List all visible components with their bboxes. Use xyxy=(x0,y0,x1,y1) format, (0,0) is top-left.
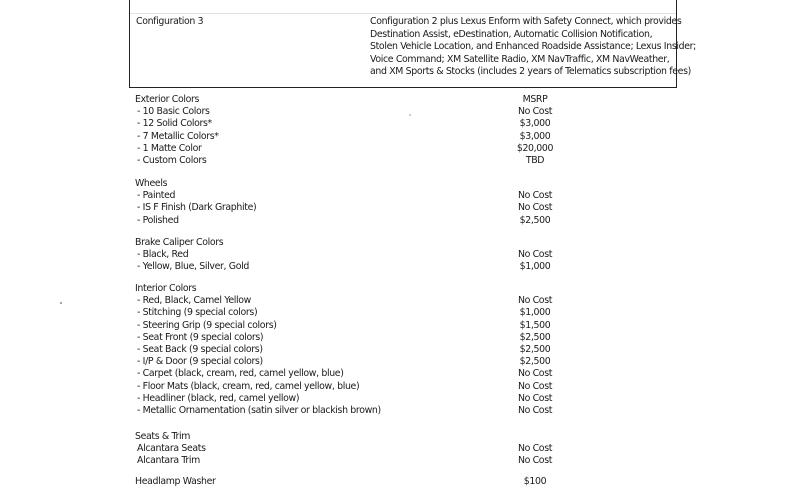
list-item xyxy=(135,106,565,118)
section-title: Exterior Colors xyxy=(135,94,200,105)
item-price: No Cost xyxy=(517,295,553,307)
msrp-header: MSRP xyxy=(522,94,548,105)
section-interior-colors xyxy=(135,283,565,417)
list-item xyxy=(135,202,565,214)
item-label: - IS F Finish (Dark Graphite) xyxy=(137,202,257,214)
item-label: - Polished xyxy=(137,214,179,226)
item-label: - Seat Front (9 special colors) xyxy=(137,331,264,343)
section-title: Seats & Trim xyxy=(135,431,191,442)
section-title: Wheels xyxy=(135,178,168,189)
item-label: - Custom Colors xyxy=(137,154,207,166)
section-wheels xyxy=(135,178,565,227)
section-title: Brake Caliper Colors xyxy=(135,237,224,248)
item-label: - I/P & Door (9 special colors) xyxy=(137,356,263,368)
list-item xyxy=(135,307,565,319)
list-item xyxy=(135,443,565,455)
item-price: $1,000 xyxy=(519,261,551,273)
item-price: No Cost xyxy=(517,106,553,118)
section-seats-trim xyxy=(135,431,565,468)
item-price: $2,500 xyxy=(519,214,551,226)
list-item xyxy=(135,356,565,368)
list-item xyxy=(135,249,565,261)
item-price: $2,500 xyxy=(519,343,551,355)
list-item xyxy=(135,118,565,130)
table-divider xyxy=(130,13,676,14)
list-item xyxy=(135,155,565,167)
item-label: - 1 Matte Color xyxy=(137,142,202,154)
item-price: No Cost xyxy=(517,249,553,261)
item-label: - Carpet (black, cream, red, camel yellow, blue) xyxy=(137,368,344,380)
list-item xyxy=(135,143,565,155)
item-price: No Cost xyxy=(517,443,553,455)
item-price: TBD xyxy=(525,154,545,166)
list-item xyxy=(135,405,565,417)
item-label: - 10 Basic Colors xyxy=(137,106,210,118)
item-price: No Cost xyxy=(517,455,553,467)
item-label: - Seat Back (9 special colors) xyxy=(137,343,263,355)
section-header xyxy=(135,431,565,443)
configuration-description xyxy=(370,16,696,79)
item-label: - Black, Red xyxy=(137,249,189,261)
item-label: - Yellow, Blue, Silver, Gold xyxy=(137,261,249,273)
item-price: No Cost xyxy=(517,392,553,404)
description-line: Destination Assist, eDestination, Automatic Collision Notification, xyxy=(370,28,653,40)
item-label: Alcantara Seats xyxy=(137,443,206,455)
item-label: - Metallic Ornamentation (satin silver or blackish brown) xyxy=(137,404,381,416)
item-price: $2,500 xyxy=(519,331,551,343)
configuration-name: Configuration 3 xyxy=(136,16,204,27)
item-label: Alcantara Trim xyxy=(137,455,200,467)
item-price: $100 xyxy=(523,476,547,487)
description-line: Voice Command; XM Satellite Radio, XM NavTraffic, XM NavWeather, xyxy=(370,53,670,65)
list-item xyxy=(135,368,565,380)
list-item xyxy=(135,215,565,227)
list-item xyxy=(135,261,565,273)
item-price: $20,000 xyxy=(516,142,554,154)
description-line: Stolen Vehicle Location, and Enhanced Roadside Assistance; Lexus Insider; xyxy=(370,41,696,53)
item-label: - Stitching (9 special colors) xyxy=(137,307,258,319)
section-title: Headlamp Washer xyxy=(135,476,216,487)
item-label: - Floor Mats (black, cream, red, camel yellow, blue) xyxy=(137,380,360,392)
section-title: Interior Colors xyxy=(135,283,197,294)
list-item xyxy=(135,344,565,356)
section-headlamp-washer xyxy=(135,476,565,488)
item-label: - Headliner (black, red, camel yellow) xyxy=(137,392,300,404)
list-item xyxy=(135,131,565,143)
section-header xyxy=(135,476,565,488)
list-item xyxy=(135,455,565,467)
description-line: Configuration 2 plus Lexus Enform with Safety Connect, which provides xyxy=(370,16,682,27)
item-price: No Cost xyxy=(517,202,553,214)
list-item xyxy=(135,320,565,332)
item-label: - 7 Metallic Colors* xyxy=(137,130,219,142)
configuration-table xyxy=(129,0,696,88)
section-header xyxy=(135,283,565,295)
item-price: $3,000 xyxy=(519,118,551,130)
item-label: - Painted xyxy=(137,190,176,202)
item-price: No Cost xyxy=(517,190,553,202)
list-item xyxy=(135,332,565,344)
item-label: - Red, Black, Camel Yellow xyxy=(137,295,251,307)
list-item xyxy=(135,190,565,202)
item-label: - Steering Grip (9 special colors) xyxy=(137,319,277,331)
item-label: - 12 Solid Colors* xyxy=(137,118,212,130)
scan-speck xyxy=(409,114,411,116)
section-brake-caliper-colors xyxy=(135,237,565,274)
section-exterior-colors xyxy=(135,94,565,167)
section-header xyxy=(135,94,565,106)
section-header xyxy=(135,178,565,190)
scan-speck xyxy=(60,302,62,304)
list-item xyxy=(135,295,565,307)
item-price: $3,000 xyxy=(519,130,551,142)
section-header xyxy=(135,237,565,249)
item-price: No Cost xyxy=(517,404,553,416)
item-price: $2,500 xyxy=(519,356,551,368)
list-item xyxy=(135,381,565,393)
description-line: and XM Sports & Stocks (includes 2 years of Telematics subscription fees) xyxy=(370,66,691,78)
item-price: No Cost xyxy=(517,380,553,392)
item-price: No Cost xyxy=(517,368,553,380)
list-item xyxy=(135,393,565,405)
item-price: $1,500 xyxy=(519,319,551,331)
item-price: $1,000 xyxy=(519,307,551,319)
